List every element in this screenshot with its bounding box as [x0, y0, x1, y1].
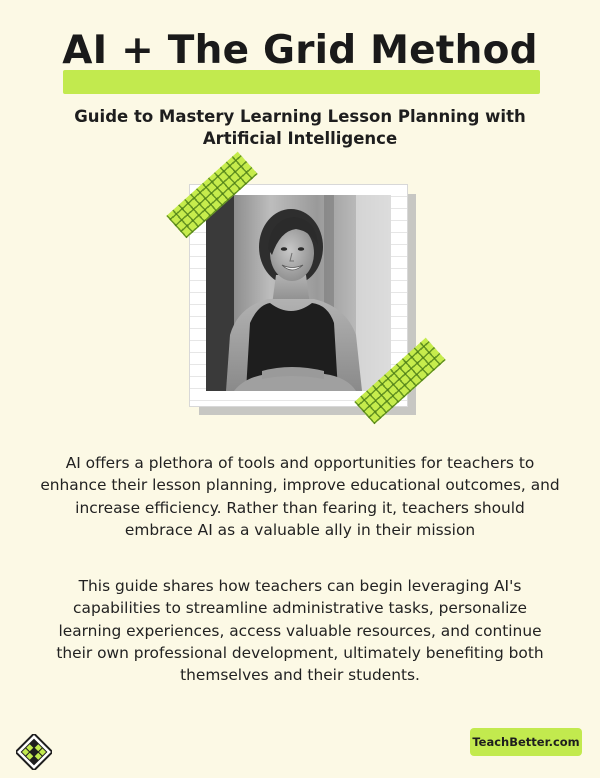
teachbetter-logo-icon [16, 734, 52, 770]
teachbetter-link-button[interactable]: TeachBetter.com [470, 728, 582, 756]
title-highlight [63, 70, 540, 94]
page-subtitle: Guide to Mastery Learning Lesson Planning with Artificial Intelligence [74, 107, 526, 148]
portrait-photo [206, 195, 391, 391]
page-title: AI + The Grid Method [62, 28, 538, 73]
portrait-image [206, 195, 391, 391]
intro-paragraph: AI offers a plethora of tools and opportunities for teachers to enhance their lesson planning, improve educational outcomes, and increase efficiency. Rather than fearing it, teachers should embrace AI as a valuable ally in their mission [40, 454, 560, 539]
guide-description-paragraph: This guide shares how teachers can begin leveraging AI's capabilities to streamline administrative tasks, personalize learning experiences, access valuable resources, and continue their own professional development, ultimately benefiting both themselves and their students. [56, 577, 544, 685]
